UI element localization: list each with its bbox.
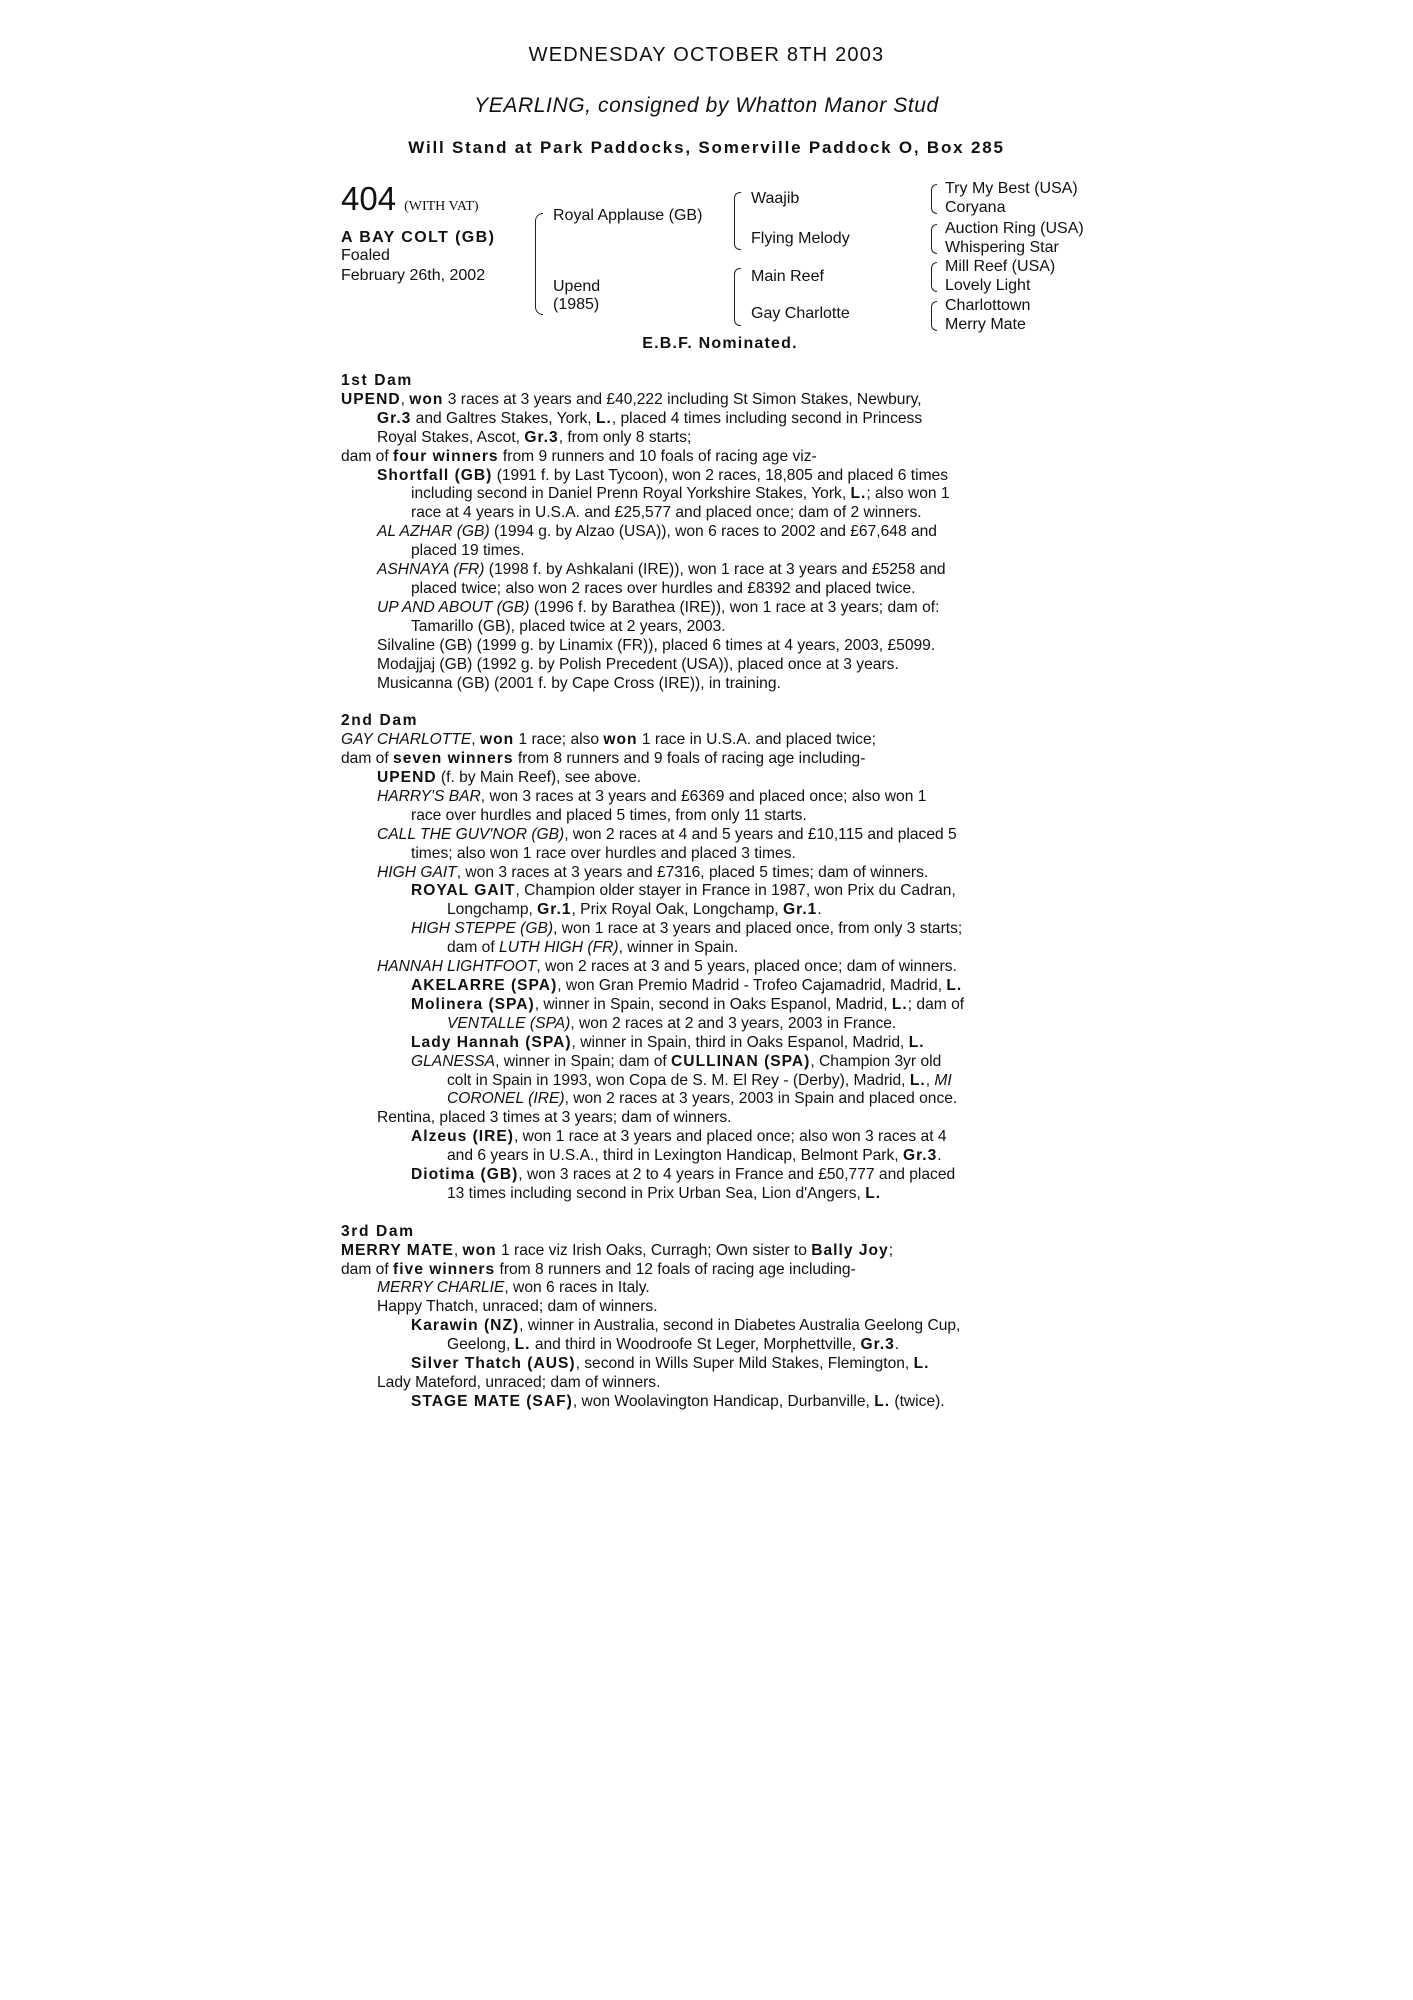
text-line — [341, 1072, 1081, 1091]
pedigree-brace-g2 — [931, 224, 937, 254]
text-span: ; dam of — [907, 995, 965, 1013]
text-span: dam of — [447, 939, 500, 957]
bold-text: Molinera (SPA) — [411, 995, 535, 1013]
section-heading — [341, 1223, 1081, 1242]
text-line — [341, 1261, 1081, 1280]
bold-text: L. — [514, 1336, 531, 1354]
text-span: Happy Thatch, unraced; dam of winners. — [377, 1298, 658, 1316]
bold-text: four winners — [393, 447, 499, 465]
text-line — [341, 1109, 1081, 1128]
text-line — [341, 939, 1081, 958]
text-span: , — [400, 390, 410, 408]
text-line — [341, 523, 1081, 542]
text-line — [341, 1298, 1081, 1317]
text-span: (1996 f. by Barathea (IRE)), won 1 race at 3 years; dam of: — [529, 598, 940, 616]
italic-text: HIGH GAIT — [377, 863, 457, 881]
text-span: , — [925, 1071, 935, 1089]
italic-text: MERRY CHARLIE — [377, 1279, 505, 1297]
text-line — [341, 731, 1081, 750]
text-span: Musicanna (GB) (2001 f. by Cape Cross (IRE)), in training. — [377, 674, 781, 692]
text-line — [341, 410, 1081, 429]
text-span: , from only 8 starts; — [558, 428, 692, 446]
text-line — [341, 769, 1081, 788]
text-span: 3rd Dam — [341, 1222, 415, 1240]
text-line — [341, 977, 1081, 996]
lot-number-block — [341, 180, 479, 218]
dam-sire: Main Reef — [751, 268, 824, 285]
bold-text: Gr.3 — [524, 428, 559, 446]
bold-text: five winners — [393, 1260, 496, 1278]
bold-text: L. — [850, 485, 867, 503]
text-span: , won 1 race at 3 years and placed once, from only 3 starts; — [553, 920, 963, 938]
text-line — [341, 807, 1081, 826]
text-span: dam of — [341, 447, 394, 465]
bold-text: Silver Thatch (AUS) — [411, 1355, 576, 1373]
text-line — [341, 1147, 1081, 1166]
third-gen-2: Coryana — [945, 199, 1006, 216]
text-line — [341, 448, 1081, 467]
text-span: , winner in Spain; dam of — [495, 1052, 672, 1070]
text-line — [341, 1336, 1081, 1355]
bold-text: won — [603, 731, 638, 749]
bold-text: Lady Hannah (SPA) — [411, 1033, 572, 1051]
text-line — [341, 542, 1081, 561]
text-span: and third in Woodroofe St Leger, Morphettville, — [530, 1336, 861, 1354]
third-gen-6: Lovely Light — [945, 277, 1031, 294]
text-span: , winner in Spain, second in Oaks Espanol, Madrid, — [534, 995, 892, 1013]
text-span: 1st Dam — [341, 372, 413, 389]
text-span: , won 2 races at 4 and 5 years and £10,115 and placed 5 — [564, 825, 957, 843]
italic-text: CALL THE GUV'NOR (GB) — [377, 825, 565, 843]
text-span: , winner in Spain, third in Oaks Espanol, Madrid, — [571, 1033, 909, 1051]
bold-text: STAGE MATE (SAF) — [411, 1392, 573, 1410]
text-span: , won Gran Premio Madrid - Trofeo Cajamadrid, Madrid, — [557, 976, 947, 994]
text-line — [341, 996, 1081, 1015]
italic-text: HIGH STEPPE (GB) — [411, 920, 554, 938]
section-heading — [341, 712, 1081, 731]
text-span: , won 3 races at 2 to 4 years in France and £50,777 and placed — [518, 1166, 956, 1184]
text-span: and Galtres Stakes, York, — [411, 409, 596, 427]
text-span: . — [817, 901, 822, 919]
text-span: (f. by Main Reef), see above. — [436, 769, 642, 787]
section-gap — [341, 1204, 1081, 1223]
ebf-nominated: E.B.F. Nominated. — [642, 335, 798, 352]
bold-text: L. — [891, 995, 908, 1013]
text-span: ; also won 1 — [866, 485, 950, 503]
text-span: 3 races at 3 years and £40,222 including St Simon Stakes, Newbury, — [443, 390, 922, 408]
italic-text: GLANESSA — [411, 1052, 496, 1070]
italic-text: AL AZHAR (GB) — [377, 523, 490, 541]
text-span: race at 4 years in U.S.A. and £25,577 and placed once; dam of 2 winners. — [411, 504, 922, 522]
italic-text: GAY CHARLOTTE — [341, 731, 472, 749]
third-gen-4: Whispering Star — [945, 239, 1059, 256]
text-line — [341, 637, 1081, 656]
dam-dam: Gay Charlotte — [751, 305, 850, 322]
text-line — [341, 1355, 1081, 1374]
text-span: dam of — [341, 1260, 394, 1278]
text-span: dam of — [341, 750, 394, 768]
italic-text: HARRY'S BAR — [377, 787, 481, 805]
text-line — [341, 845, 1081, 864]
sire-dam: Flying Melody — [751, 230, 850, 247]
sire: Royal Applause (GB) — [553, 207, 703, 224]
text-span: Longchamp, — [447, 901, 538, 919]
text-span: (twice). — [890, 1392, 945, 1410]
bold-text: AKELARRE (SPA) — [411, 976, 558, 994]
text-span: , won 2 races at 2 and 3 years, 2003 in France. — [570, 1014, 897, 1032]
text-span: 1 race in U.S.A. and placed twice; — [637, 731, 876, 749]
text-span: , won 2 races at 3 and 5 years, placed once; dam of winners. — [536, 958, 957, 976]
italic-text: ASHNAYA (FR) — [377, 561, 485, 579]
pedigree-brace-sire — [734, 192, 741, 250]
foaled-label: Foaled — [341, 247, 390, 264]
text-span: placed twice; also won 2 races over hurdles and £8392 and placed twice. — [411, 579, 916, 597]
sire-sire: Waajib — [751, 190, 800, 207]
text-span: , placed 4 times including second in Princess — [611, 409, 923, 427]
text-span: . — [894, 1336, 900, 1354]
text-line — [341, 656, 1081, 675]
text-line — [341, 467, 1081, 486]
bold-text: L. — [865, 1184, 882, 1202]
text-span: placed 19 times. — [411, 542, 525, 560]
text-span: times; also won 1 race over hurdles and placed 3 times. — [411, 844, 796, 862]
text-line — [341, 958, 1081, 977]
dam-line-details — [341, 372, 1081, 1412]
third-gen-5: Mill Reef (USA) — [945, 258, 1056, 275]
bold-text: L. — [595, 409, 612, 427]
bold-text: MERRY MATE — [341, 1241, 454, 1259]
text-line — [341, 429, 1081, 448]
text-span: Modajjaj (GB) (1992 g. by Polish Precedent (USA)), placed once at 3 years. — [377, 655, 899, 673]
text-line — [341, 920, 1081, 939]
stand-location: Will Stand at Park Paddocks, Somerville Paddock O, Box 285 — [408, 138, 1005, 157]
text-line — [341, 1393, 1081, 1412]
text-line — [341, 1053, 1081, 1072]
text-line — [341, 1317, 1081, 1336]
text-span: ; — [888, 1241, 894, 1259]
italic-text: MI — [934, 1071, 952, 1089]
text-span: , won 6 races in Italy. — [504, 1279, 650, 1297]
text-line — [341, 1128, 1081, 1147]
text-span: (1994 g. by Alzao (USA)), won 6 races to 2002 and £67,648 and — [489, 523, 937, 541]
pedigree-brace-g3 — [931, 262, 937, 292]
pedigree-brace-dam — [734, 268, 741, 326]
bold-text: UPEND — [341, 390, 401, 408]
bold-text: ROYAL GAIT — [411, 882, 516, 900]
bold-text: Gr.3 — [377, 409, 412, 427]
text-span: colt in Spain in 1993, won Copa de S. M. El Rey - (Derby), Madrid, — [447, 1071, 910, 1089]
text-span: 2nd Dam — [341, 712, 419, 730]
text-line — [341, 391, 1081, 410]
text-span: , — [471, 731, 480, 749]
bold-text: UPEND — [377, 769, 437, 787]
pedigree-brace-g1 — [931, 184, 937, 214]
bold-text: Bally Joy — [811, 1241, 889, 1259]
bold-text: L. — [913, 1355, 930, 1373]
text-span: race over hurdles and placed 5 times, from only 11 starts. — [411, 806, 807, 824]
pedigree-brace-g4 — [931, 301, 937, 331]
text-span: Lady Mateford, unraced; dam of winners. — [377, 1374, 661, 1391]
text-span: 1 race; also — [514, 731, 604, 749]
text-line — [341, 1090, 1081, 1109]
text-span: including second in Daniel Prenn Royal Yorkshire Stakes, York, — [411, 485, 851, 503]
text-span: , won 3 races at 3 years and £7316, placed 5 times; dam of winners. — [456, 863, 929, 881]
text-span: (1998 f. by Ashkalani (IRE)), won 1 race at 3 years and £5258 and — [484, 561, 946, 579]
bold-text: CULLINAN (SPA) — [671, 1052, 811, 1070]
text-line — [341, 504, 1081, 523]
text-span: from 9 runners and 10 foals of racing age viz- — [498, 447, 817, 465]
text-line — [341, 1242, 1081, 1261]
italic-text: UP AND ABOUT (GB) — [377, 598, 530, 616]
bold-text: Gr.3 — [902, 1147, 938, 1165]
consignment-line: YEARLING, consigned by Whatton Manor Stud — [474, 94, 939, 117]
text-span: Royal Stakes, Ascot, — [377, 428, 525, 446]
text-line — [341, 675, 1081, 694]
text-span: 1 race viz Irish Oaks, Curragh; Own sister to — [496, 1241, 812, 1259]
text-span: (1991 f. by Last Tycoon), won 2 races, 18,805 and placed 6 times — [492, 466, 949, 484]
text-span: , Champion 3yr old — [810, 1052, 942, 1070]
bold-text: Alzeus (IRE) — [411, 1128, 514, 1146]
third-gen-3: Auction Ring (USA) — [945, 220, 1084, 237]
text-line — [341, 618, 1081, 637]
bold-text: L. — [874, 1392, 891, 1410]
bold-text: Gr.3 — [860, 1336, 895, 1354]
pedigree-brace-parents — [535, 213, 543, 315]
text-span: , Champion older stayer in France in 1987, won Prix du Cadran, — [515, 882, 956, 900]
italic-text: CORONEL (IRE) — [447, 1090, 565, 1108]
third-gen-8: Merry Mate — [945, 316, 1026, 333]
text-line — [341, 1166, 1081, 1185]
third-gen-7: Charlottown — [945, 297, 1031, 314]
bold-text: Karawin (NZ) — [411, 1317, 520, 1335]
text-span: and 6 years in U.S.A., third in Lexington Handicap, Belmont Park, — [447, 1147, 903, 1165]
lot-description: A BAY COLT (GB) — [341, 229, 496, 246]
bold-text: won — [479, 731, 515, 749]
bold-text: L. — [909, 1071, 926, 1089]
text-line — [341, 864, 1081, 883]
text-span: , winner in Spain. — [618, 939, 739, 957]
text-span: , won 1 race at 3 years and placed once; also won 3 races at 4 — [513, 1128, 947, 1146]
italic-text: VENTALLE (SPA) — [447, 1014, 571, 1032]
text-span: , second in Wills Super Mild Stakes, Flemington, — [575, 1355, 914, 1373]
text-line — [341, 826, 1081, 845]
bold-text: seven winners — [393, 750, 514, 768]
text-span: , winner in Australia, second in Diabetes Australia Geelong Cup, — [519, 1317, 961, 1335]
dam-year: (1985) — [553, 296, 600, 313]
text-span: Tamarillo (GB), placed twice at 2 years, 2003. — [411, 617, 726, 635]
dam: Upend — [553, 278, 601, 295]
text-span: Geelong, — [447, 1336, 515, 1354]
text-line — [341, 485, 1081, 504]
italic-text: LUTH HIGH (FR) — [499, 939, 619, 957]
bold-text: L. — [946, 976, 963, 994]
text-span: . — [937, 1147, 942, 1165]
bold-text: Diotima (GB) — [411, 1166, 519, 1184]
text-span: , — [453, 1241, 463, 1259]
vat-note: (WITH VAT) — [404, 199, 479, 214]
bold-text: Shortfall (GB) — [377, 466, 493, 484]
text-span: , won 2 races at 3 years, 2003 in Spain and placed once. — [564, 1090, 958, 1108]
lot-number: 404 — [341, 180, 397, 217]
text-span: , won 3 races at 3 years and £6369 and placed once; also won 1 — [480, 787, 927, 805]
text-span: from 8 runners and 12 foals of racing age including- — [495, 1260, 856, 1278]
foaled-date: February 26th, 2002 — [341, 267, 486, 284]
text-span: , won Woolavington Handicap, Durbanville, — [572, 1392, 875, 1410]
text-line — [341, 1374, 1081, 1393]
text-line — [341, 901, 1081, 920]
bold-text: won — [409, 390, 444, 408]
sale-date: WEDNESDAY OCTOBER 8TH 2003 — [528, 44, 885, 66]
text-span: 13 times including second in Prix Urban Sea, Lion d'Angers, — [447, 1184, 866, 1202]
bold-text: L. — [908, 1033, 925, 1051]
section-heading — [341, 372, 1081, 391]
bold-text: won — [462, 1241, 497, 1259]
text-span: Rentina, placed 3 times at 3 years; dam of winners. — [377, 1109, 732, 1127]
text-line — [341, 580, 1081, 599]
text-span: from 8 runners and 9 foals of racing age including- — [513, 750, 866, 768]
text-line — [341, 1185, 1081, 1204]
bold-text: Gr.1 — [537, 901, 572, 919]
third-gen-1: Try My Best (USA) — [945, 180, 1078, 197]
text-line — [341, 1034, 1081, 1053]
text-line — [341, 1279, 1081, 1298]
text-line — [341, 788, 1081, 807]
text-line — [341, 599, 1081, 618]
text-line — [341, 1015, 1081, 1034]
text-span: Silvaline (GB) (1999 g. by Linamix (FR)), placed 6 times at 4 years, 2003, £5099. — [377, 636, 936, 654]
text-span: , Prix Royal Oak, Longchamp, — [571, 901, 783, 919]
text-line — [341, 750, 1081, 769]
section-gap — [341, 693, 1081, 712]
text-line — [341, 882, 1081, 901]
bold-text: Gr.1 — [783, 901, 818, 919]
italic-text: HANNAH LIGHTFOOT — [377, 958, 537, 976]
text-line — [341, 561, 1081, 580]
